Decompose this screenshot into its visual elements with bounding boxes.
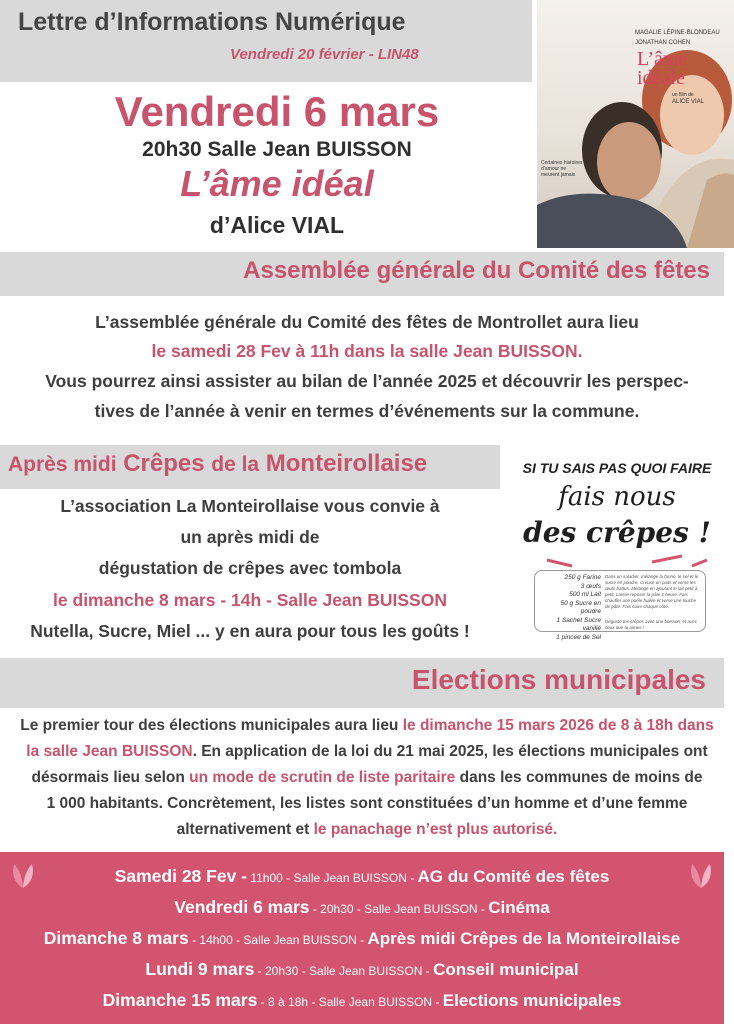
elections-l2a: la salle Jean BUISSON xyxy=(26,743,193,760)
agenda-item xyxy=(0,959,724,980)
crepes-line5: Nutella, Sucre, Miel ... y en aura pour tous les goûts ! xyxy=(30,621,470,641)
assembly-line3: Vous pourrez ainsi assister au bilan de l’année 2025 et découvrir les perspec- xyxy=(45,371,689,391)
elections-line5 xyxy=(0,821,734,839)
assembly-line1: L’assemblée générale du Comité des fêtes de Montrollet aura lieu xyxy=(95,312,639,332)
crepes-img-line2: fais nous xyxy=(558,482,676,512)
elections-l5b: le panachage n’est plus autorisé. xyxy=(313,821,558,838)
elections-l1a: Le premier tour des élections municipales aura lieu xyxy=(20,717,403,734)
recipe-ingredient: 3 œufs xyxy=(580,582,601,590)
agenda-details: 11h00 - Salle Jean BUISSON - xyxy=(247,871,418,885)
agenda-event: Elections municipales xyxy=(442,991,622,1010)
agenda-item xyxy=(0,990,724,1011)
elections-line3 xyxy=(0,769,734,787)
recipe-ingredient: 1 Sachet Sucre vanillé xyxy=(556,616,601,632)
movie-poster xyxy=(537,0,734,248)
poster-director: ALICE VIAL xyxy=(672,99,705,105)
elections-l3c: dans les communes de moins de xyxy=(455,769,703,786)
agenda-item xyxy=(0,866,724,887)
agenda-day: Dimanche 15 mars xyxy=(102,990,258,1010)
agenda-details: - 20h30 - Salle Jean BUISSON - xyxy=(254,964,434,978)
crepes-line4: le dimanche 8 mars - 14h - Salle Jean BUISSON xyxy=(53,590,447,610)
agenda-item xyxy=(0,928,724,949)
recipe-footer: Déguste tes crêpes avec une boisson, et avec ceux que tu aimes ! xyxy=(605,619,698,629)
poster-title xyxy=(637,50,687,88)
agenda-details: - 8 à 18h - Salle Jean BUISSON - xyxy=(257,995,443,1009)
crepes-img-line3: des crêpes ! xyxy=(523,516,711,549)
crepes-img-line1: SI TU SAIS PAS QUOI FAIRE xyxy=(522,460,712,476)
cinema-date: Vendredi 6 mars xyxy=(114,88,440,135)
recipe-box xyxy=(534,570,706,641)
agenda-event: AG du Comité des fêtes xyxy=(417,867,610,886)
cinema-film-title: L’âme idéal xyxy=(180,163,374,204)
agenda-day: Dimanche 8 mars xyxy=(43,928,189,948)
newsletter-title: Lettre d’Informations Numérique xyxy=(18,8,406,36)
crepes-title-part4: Monteirollaise xyxy=(265,450,428,477)
agenda-event: Cinéma xyxy=(488,898,550,917)
agenda-day: Samedi 28 Fev - xyxy=(114,866,247,886)
agenda-panel xyxy=(0,852,724,1024)
poster-title-line1: L’âme xyxy=(637,48,688,70)
elections-line2 xyxy=(0,743,734,761)
agenda-event: Conseil municipal xyxy=(433,960,579,979)
agenda-day: Vendredi 6 mars xyxy=(174,897,310,917)
poster-actor2: JONATHAN COHEN xyxy=(635,40,691,46)
poster-tagline: Certaines histoires d’amour ne meurent jamais xyxy=(541,160,583,178)
newsletter-date: Vendredi 20 février - LIN48 xyxy=(230,46,419,63)
elections-title: Elections municipales xyxy=(411,664,706,695)
recipe-ingredients xyxy=(539,574,601,642)
elections-l2b: . En application de la loi du 21 mai 2025, les élections municipales ont xyxy=(192,743,708,760)
poster-title-line2: idéale xyxy=(637,67,685,89)
poster-actor1: MAGALIE LÉPINE-BLONDEAU xyxy=(635,30,720,36)
elections-l1b: le dimanche 15 mars 2026 de 8 à 18h dans xyxy=(402,717,714,734)
recipe-ingredient: 50 g Sucre en poudre xyxy=(560,599,601,615)
agenda-item xyxy=(0,897,724,918)
assembly-title: Assemblée générale du Comité des fêtes xyxy=(243,257,710,284)
elections-line4: 1 000 habitants. Concrètement, les listes sont constituées d’un homme et d’une femme xyxy=(46,795,688,812)
agenda-day: Lundi 9 mars xyxy=(145,959,255,979)
crepes-title-part2: Crêpes xyxy=(123,450,205,477)
crepes-line2: un après midi de xyxy=(180,527,320,547)
poster-illustration xyxy=(537,0,734,248)
agenda-event: Après midi Crêpes de la Monteirollaise xyxy=(367,929,681,948)
cinema-time-place: 20h30 Salle Jean BUISSON xyxy=(142,138,412,161)
elections-l3a: désormais lieu selon xyxy=(31,769,190,786)
elections-l5a: alternativement et xyxy=(176,821,314,838)
recipe-ingredient: 250 g Farine xyxy=(564,574,601,581)
crepes-title-part1: Après midi xyxy=(8,453,117,476)
agenda-details: - 14h00 - Salle Jean BUISSON - xyxy=(188,933,368,947)
assembly-line4: tives de l’année à venir en termes d’événements sur la commune. xyxy=(94,401,640,421)
agenda-details: - 20h30 - Salle Jean BUISSON - xyxy=(309,902,489,916)
elections-l3b: un mode de scrutin de liste paritaire xyxy=(189,769,456,786)
recipe-ingredient: 500 ml Lait xyxy=(569,591,601,598)
recipe-ingredient: 1 pincée de Sel xyxy=(556,633,601,641)
crepes-line1: L’association La Monteirollaise vous convie à xyxy=(60,496,440,516)
brush-strokes xyxy=(512,552,722,572)
crepes-title xyxy=(8,450,427,478)
elections-line1 xyxy=(0,717,734,735)
crepes-illustration xyxy=(512,448,722,641)
crepes-title-part3: de la xyxy=(211,453,260,476)
recipe-steps: Dans un saladier, mélange la farine, le sel et le sucre en poudre. Creuse un puits et verse les œufs battus. Mélange en ajoutant le lait petit à petit. Laisse reposer la pâte 1 heure. Fais chauffer une poêle huilée et verse une louche de pâte. Fais cuire chaque côté. xyxy=(605,574,699,609)
assembly-line2: le samedi 28 Fev à 11h dans la salle Jean BUISSON. xyxy=(151,341,583,361)
cinema-director: d’Alice VIAL xyxy=(209,212,345,238)
poster-director-label: un film de xyxy=(672,92,694,98)
crepes-line3: dégustation de crêpes avec tombola xyxy=(98,558,402,578)
